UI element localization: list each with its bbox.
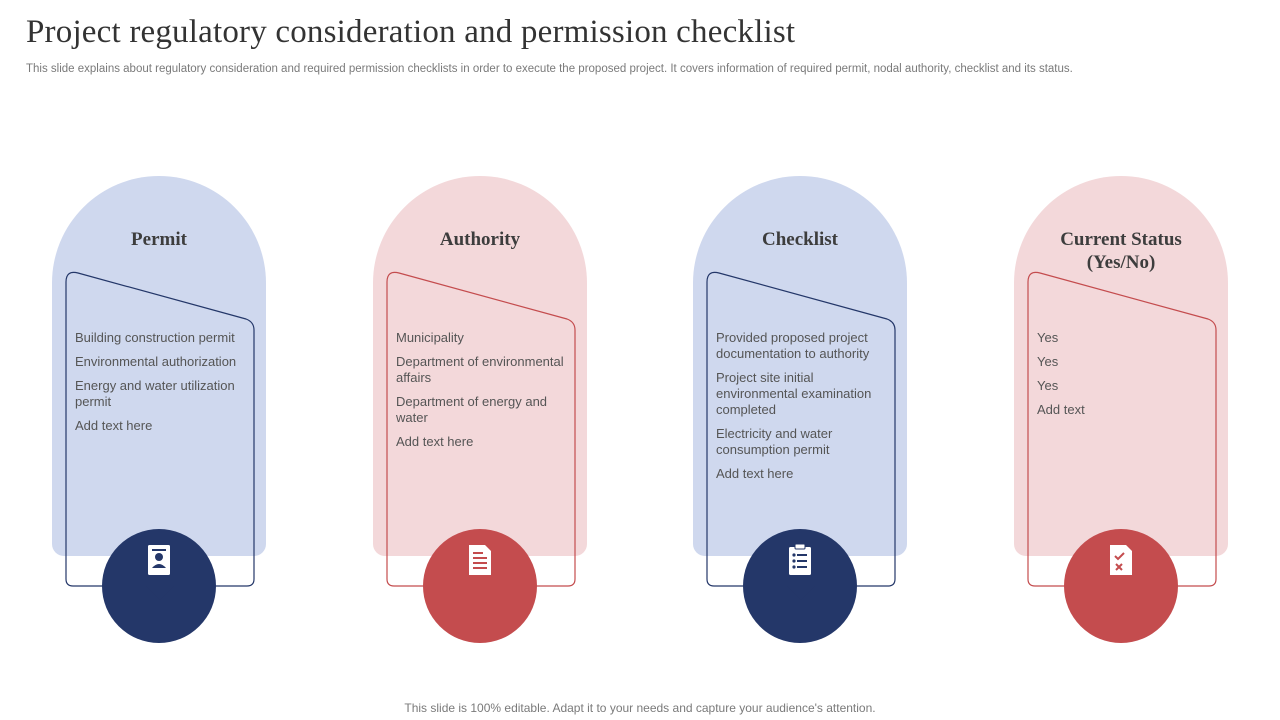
document-check-cross-icon xyxy=(1107,544,1135,576)
slide-footer-note: This slide is 100% editable. Adapt it to your needs and capture your audience's attention. xyxy=(404,701,876,715)
card-item-list xyxy=(716,330,892,490)
pointer-arrow xyxy=(787,586,815,600)
card-item-list xyxy=(75,330,251,442)
card-item-list xyxy=(1037,330,1213,426)
card-heading: Checklist xyxy=(762,229,838,250)
clipboard-checklist-icon xyxy=(786,544,814,576)
list-item: Electricity and water consumption permit xyxy=(716,426,833,457)
list-item: Add text xyxy=(1037,402,1085,417)
list-item: Add text here xyxy=(716,466,794,481)
authority-card xyxy=(373,176,589,606)
current-status-card xyxy=(1014,176,1230,606)
document-icon xyxy=(466,544,494,576)
list-item: Provided proposed project documentation to authority xyxy=(716,330,870,361)
card-item-list xyxy=(396,330,572,458)
slide-title: Project regulatory consideration and permission checklist xyxy=(26,14,796,50)
checklist-card xyxy=(693,176,909,606)
list-item: Department of environmental affairs xyxy=(396,354,564,385)
card-heading: Authority xyxy=(439,229,521,250)
list-item: Add text here xyxy=(396,434,474,449)
permit-card xyxy=(52,176,268,606)
list-item: Yes xyxy=(1037,354,1059,369)
list-item: Building construction permit xyxy=(75,330,235,345)
pointer-arrow xyxy=(1108,586,1136,600)
list-item: Yes xyxy=(1037,330,1059,345)
list-item: Energy and water utilization permit xyxy=(75,378,235,409)
list-item: Municipality xyxy=(396,330,464,345)
slide-subtitle: This slide explains about regulatory consideration and required permission checklists in order to execute the proposed project. It covers information of required permit, nodal authority, checklist and its status. xyxy=(26,63,1073,75)
id-badge-icon xyxy=(145,544,173,576)
list-item: Add text here xyxy=(75,418,153,433)
list-item: Environmental authorization xyxy=(75,354,237,369)
pointer-arrow xyxy=(146,586,174,600)
list-item: Project site initial environmental examination completed xyxy=(716,370,872,417)
list-item: Department of energy and water xyxy=(396,394,548,425)
card-heading: Permit xyxy=(131,229,187,250)
list-item: Yes xyxy=(1037,378,1059,393)
pointer-arrow xyxy=(467,586,495,600)
card-heading: Current Status (Yes/No) xyxy=(1060,229,1182,273)
